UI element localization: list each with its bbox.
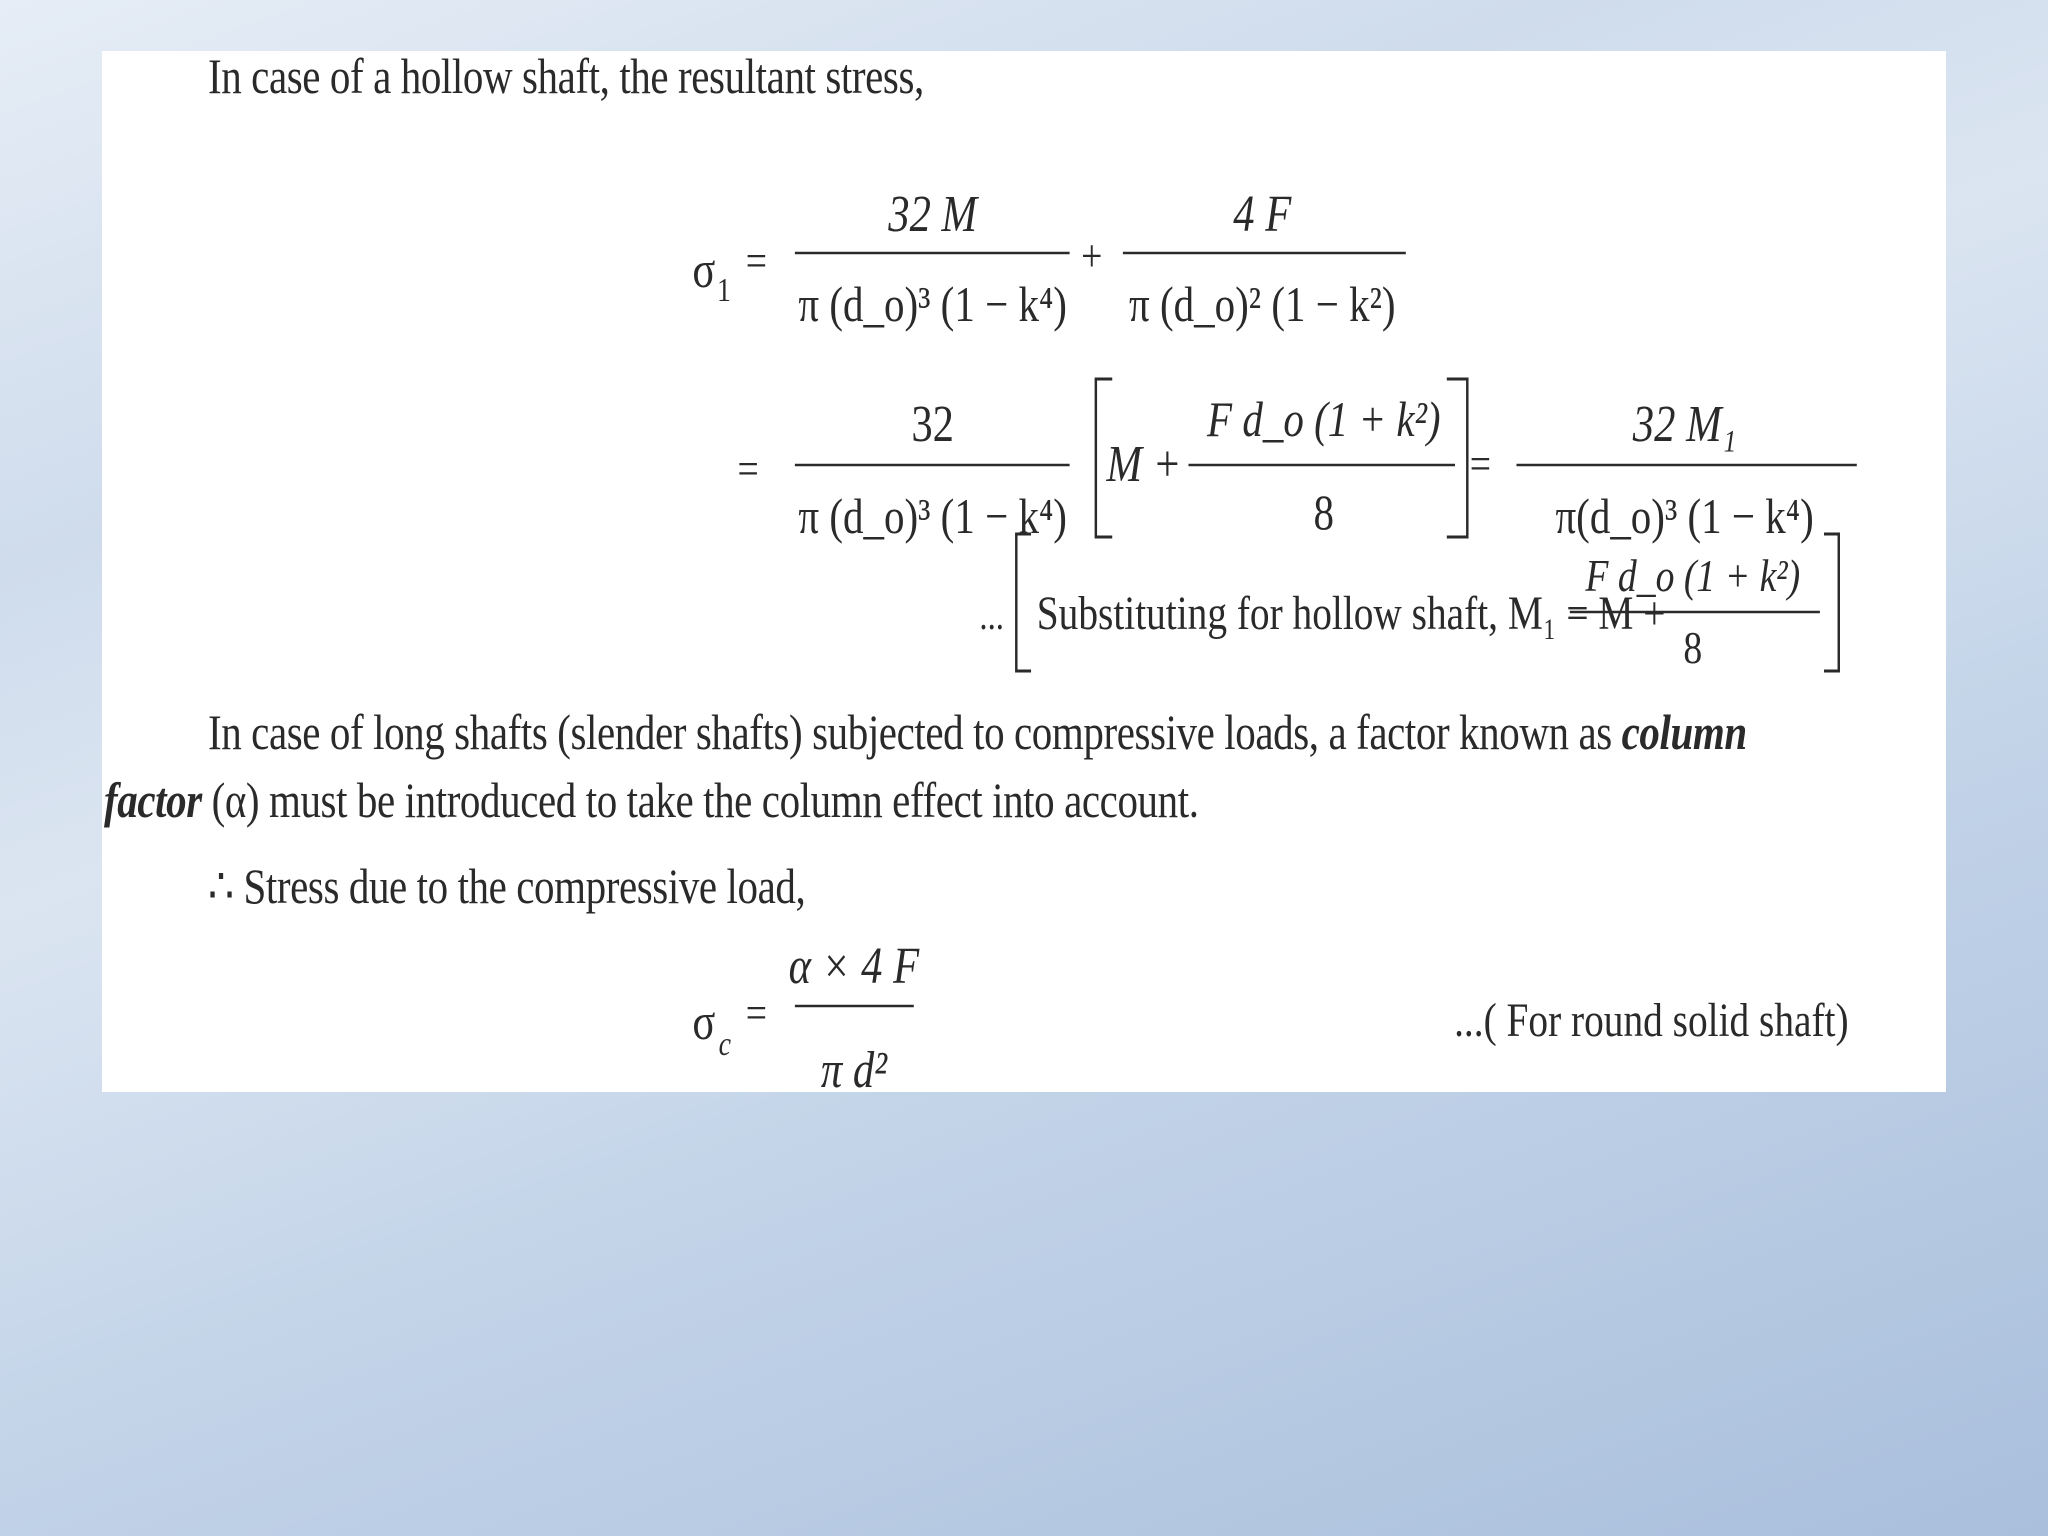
eq1-term2-numerator: 4 F <box>1233 186 1292 244</box>
paragraph-hollow-shaft-intro: In case of a hollow shaft, the resultant stress, <box>208 51 924 104</box>
note-fraction-numerator: F d_o (1 + k²) <box>1585 551 1801 602</box>
eq2-equals-2: = <box>1469 439 1492 490</box>
eq2-result-numerator: 32 M₁ <box>1632 396 1737 454</box>
eq2-bracket-term: M + <box>1106 436 1182 494</box>
term-column: column <box>1621 704 1747 760</box>
eq2-coef-numerator: 32 <box>911 396 954 454</box>
paragraph-column-factor-text: In case of long shafts (slender shafts) subjected to compressive loads, a factor known as <box>208 704 1622 760</box>
note-fraction-denominator: 8 <box>1683 623 1703 674</box>
eq2-inner-numerator: F d_o (1 + k²) <box>1207 391 1441 447</box>
note-text: Substituting for hollow shaft, M₁ = M + <box>1036 587 1666 640</box>
equation-sigma-c <box>692 938 1848 1092</box>
eq3-numerator: α × 4 F <box>788 938 920 996</box>
eq1-term1-numerator: 32 M <box>888 186 978 244</box>
eq1-term2-denominator: π (d_o)² (1 − k²) <box>1129 276 1396 332</box>
term-factor: factor <box>104 772 202 828</box>
eq2-inner-denominator: 8 <box>1313 484 1335 540</box>
paragraph-column-factor-line2 <box>104 772 1199 828</box>
paragraph-column-factor-line1 <box>208 704 1747 760</box>
eq3-note: ...( For round solid shaft) <box>1454 994 1849 1047</box>
substitution-note <box>979 534 1838 674</box>
eq3-denominator: π d² <box>820 1042 888 1092</box>
eq3-equals: = <box>745 988 767 1039</box>
note-right-bracket <box>1824 534 1839 671</box>
eq2-equals: = <box>737 444 759 495</box>
eq1-lhs: σ <box>692 242 716 300</box>
eq1-equals: = <box>745 236 767 287</box>
eq3-lhs: σ <box>692 994 716 1052</box>
paragraph-column-factor-rest: (α) must be introduced to take the column effect into account. <box>201 772 1199 828</box>
paragraph-compressive-stress: ∴ Stress due to the compressive load, <box>208 858 806 914</box>
eq2-result-denominator: π(d_o)³ (1 − k⁴) <box>1555 488 1814 544</box>
document-page <box>102 51 1946 1092</box>
equation-step-2 <box>738 379 1857 544</box>
eq2-coef-denominator: π (d_o)³ (1 − k⁴) <box>798 488 1067 544</box>
eq2-right-bracket <box>1447 379 1468 537</box>
note-dots: ... <box>979 592 1004 638</box>
eq3-lhs-sub: c <box>718 1024 732 1063</box>
note-left-bracket <box>1016 534 1031 671</box>
equations-canvas <box>102 51 1946 1092</box>
eq1-plus: + <box>1081 231 1103 282</box>
eq1-lhs-sub: 1 <box>717 270 731 309</box>
equation-sigma-1 <box>692 186 1405 332</box>
eq1-term1-denominator: π (d_o)³ (1 − k⁴) <box>798 276 1067 332</box>
